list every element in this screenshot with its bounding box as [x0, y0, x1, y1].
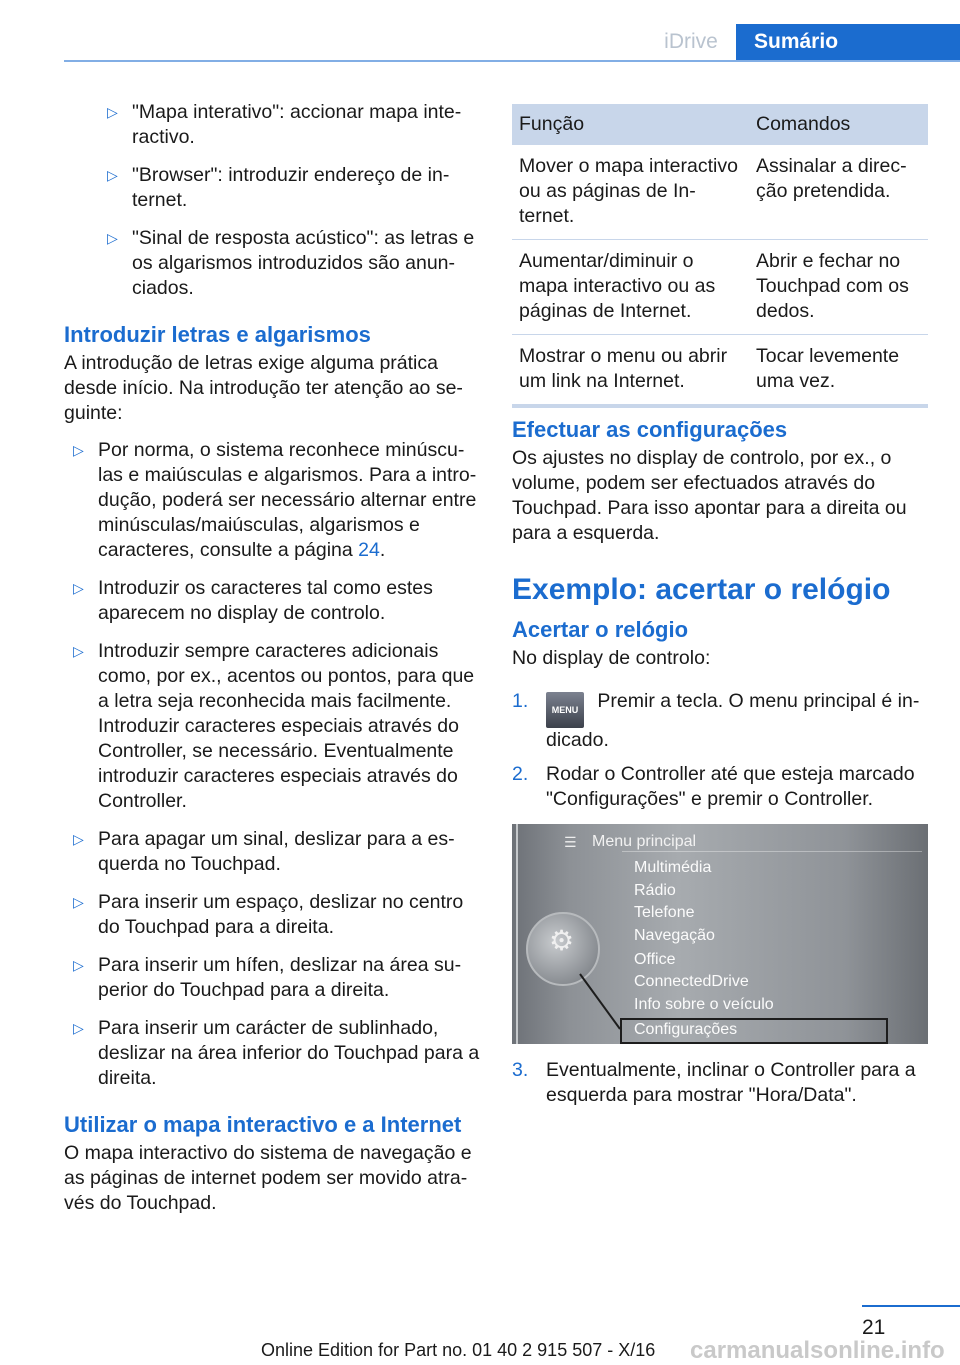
menu-button-icon: MENU — [546, 692, 584, 728]
step-number: 1. — [512, 690, 529, 712]
table-cell: Tocar levemente uma vez. — [749, 335, 928, 407]
left-column — [64, 100, 480, 1228]
paragraph: Os ajustes no display de controlo, por ex., o volume, podem ser efectuados através do Touchpad. Para isso apontar para a direita ou para a esquerda. — [512, 447, 907, 544]
list-item: ▷ Para inserir um carácter de sublinhado, deslizar na área inferior do Touchpad para a direita. — [73, 1017, 480, 1089]
table-row — [512, 335, 928, 407]
paragraph: No display de controlo: — [512, 647, 711, 669]
list-item: ▷ "Sinal de resposta acústico": as letras e os algarismos introduzidos são anunciados. — [107, 227, 475, 299]
table-header: Função — [512, 104, 749, 145]
list-item: ▷ Introduzir os caracteres tal como estes aparecem no display de controlo. — [73, 577, 433, 624]
paragraph: A introdução de letras exige alguma prática desde início. Na introdução ter atenção ao seguinte: — [64, 352, 463, 424]
triangle-bullet-icon: ▷ — [73, 957, 84, 973]
triangle-bullet-icon: ▷ — [73, 831, 84, 847]
table-row — [512, 240, 928, 335]
triangle-bullet-icon: ▷ — [107, 167, 118, 183]
triangle-bullet-icon: ▷ — [73, 643, 84, 659]
list-item: ▷ Para inserir um espaço, deslizar no centro do Touchpad para a direita. — [73, 891, 464, 938]
triangle-bullet-icon: ▷ — [107, 230, 118, 246]
section-heading-letras: Introduzir letras e algarismos — [64, 322, 371, 347]
list-item: ▷ Para apagar um sinal, deslizar para a esquerda no Touchpad. — [73, 828, 455, 875]
list-item: ▷ Por norma, o sistema reconhece minúsculas e maiúsculas e algarismos. Para a introdução, poderá ser necessário alternar entre minúsculas/maiúsculas, algarismos e caracteres, consulte a página 24. — [73, 439, 477, 561]
section-heading-config: Efectuar as configurações — [512, 417, 788, 442]
step-number: 3. — [512, 1059, 529, 1081]
section-heading-mapa: Utilizar o mapa interactivo e a Internet — [64, 1112, 462, 1137]
paragraph: O mapa interactivo do sistema de navegação e as páginas de internet podem ser movido através do Touchpad. — [64, 1142, 472, 1214]
step-item: 3. Eventualmente, inclinar o Controller para a esquerda para mostrar "Hora/Data". — [512, 1059, 916, 1106]
table-header-row — [512, 104, 928, 145]
triangle-bullet-icon: ▷ — [73, 1020, 84, 1036]
table-cell: Mover o mapa interactivo ou as páginas de Internet. — [512, 145, 749, 240]
table-row — [512, 145, 928, 240]
triangle-bullet-icon: ▷ — [73, 442, 84, 458]
chapter-heading: Exemplo: acertar o relógio — [512, 573, 891, 606]
screen-menu-item: Rádio — [634, 882, 676, 899]
screen-menu-item: Info sobre o veículo — [634, 996, 774, 1013]
screen-menu-item: Office — [634, 951, 676, 968]
table-cell: Mostrar o menu ou abrir um link na Internet. — [512, 335, 749, 407]
tab-sumario[interactable]: Sumário — [736, 24, 960, 60]
watermark: carmanualsonline.info — [690, 1337, 945, 1364]
table-cell: Aumentar/diminuir o mapa interactivo ou as páginas de Internet. — [512, 240, 749, 335]
page-link[interactable]: 24 — [358, 539, 380, 561]
page-number: 21 — [862, 1316, 886, 1339]
screen-menu-title: Menu principal — [592, 833, 697, 850]
step-number: 2. — [512, 763, 529, 785]
idrive-screen-image — [512, 824, 928, 1044]
footer-rule — [862, 1305, 960, 1307]
list-menu-icon: ☰ — [564, 834, 577, 850]
list-item: ▷ Para inserir um hífen, deslizar na área superior do Touchpad para a direita. — [73, 954, 462, 1001]
screen-menu-item-selected: Configurações — [634, 1021, 738, 1038]
triangle-bullet-icon: ▷ — [73, 894, 84, 910]
section-heading-acertar: Acertar o relógio — [512, 617, 689, 642]
pointer-line — [512, 824, 928, 1044]
tab-idrive[interactable]: iDrive — [664, 30, 718, 53]
screen-menu-item: ConnectedDrive — [634, 973, 749, 990]
step-item: 2. Rodar o Controller até que esteja marcado "Configurações" e premir o Controller. — [512, 763, 915, 810]
list-item: ▷ Introduzir sempre caracteres adicionais como, por ex., acentos ou pontos, para que a letra seja reconhecida mais facilmente. Introduzir caracteres especiais através do Controller, se necessário. Eventualmente introduzir caracteres especiais através do Controller. — [73, 640, 475, 812]
triangle-bullet-icon: ▷ — [107, 104, 118, 120]
list-item: ▷ "Mapa interativo": accionar mapa interactivo. — [107, 101, 462, 148]
table-header: Comandos — [749, 104, 928, 145]
right-column — [512, 416, 928, 1117]
triangle-bullet-icon: ▷ — [73, 580, 84, 596]
screen-menu-item: Multimédia — [634, 859, 712, 876]
table-cell: Abrir e fechar no Touchpad com os dedos. — [749, 240, 928, 335]
header-rule — [64, 60, 960, 62]
screen-menu-item: Telefone — [634, 904, 695, 921]
table-cell: Assinalar a direcção pretendida. — [749, 145, 928, 240]
gear-icon: ⚙ — [549, 925, 575, 956]
step-item: 1. MENU Premir a tecla. O menu principal é indicado. — [512, 690, 920, 751]
edition-text: Online Edition for Part no. 01 40 2 915 507 - X/16 — [261, 1340, 656, 1360]
commands-table — [512, 104, 928, 408]
screen-menu-item: Navegação — [634, 927, 715, 944]
list-item: ▷ "Browser": introduzir endereço de internet. — [107, 164, 450, 211]
